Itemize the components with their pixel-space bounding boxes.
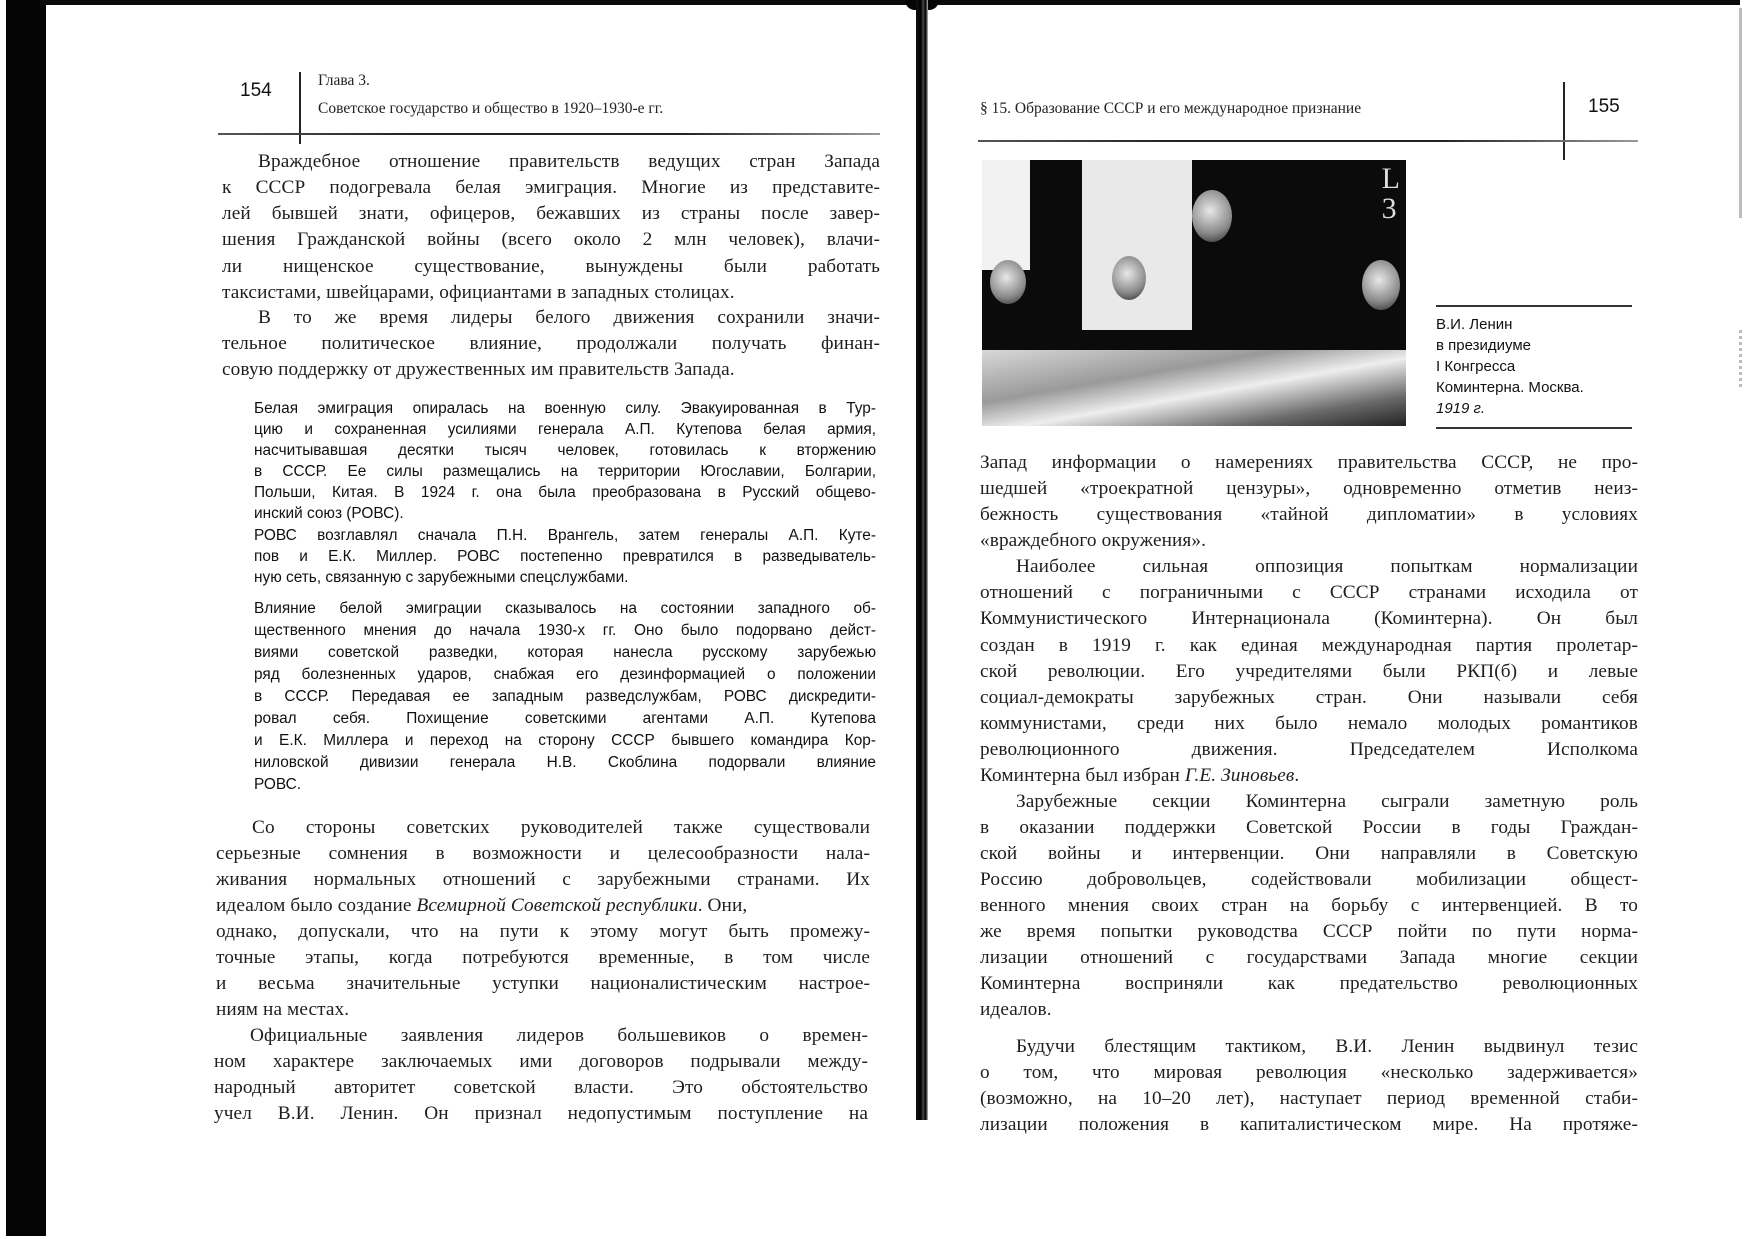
figure-caption: В.И. Ленин в президиуме I Конгресса Коминтерна. Москва. 1919 г. — [1436, 316, 1584, 417]
caption-rule-top — [1436, 305, 1632, 307]
book-spine — [916, 0, 928, 1120]
header-rule — [218, 133, 880, 135]
page-number: 154 — [240, 80, 272, 101]
header-divider — [1563, 82, 1565, 160]
photo-lenin-presidium: L 3 — [982, 160, 1406, 426]
page-number: 155 — [1588, 96, 1620, 117]
scan-edge-right — [1739, 8, 1742, 218]
running-head-title: § 15. Образование СССР и его международное признание — [980, 100, 1362, 117]
running-head-title: Советское государство и общество в 1920–1930-е гг. — [318, 100, 664, 117]
header-rule — [978, 140, 1638, 142]
scan-edge-top — [40, 0, 1740, 5]
emphasis: Г.Е. Зиновьев — [1184, 765, 1295, 786]
caption-rule-bottom — [1436, 427, 1632, 429]
emphasis: Всемирной Советской республики — [416, 895, 698, 916]
scan-edge-right-dashed — [1739, 330, 1742, 390]
running-head-chapter: Глава 3. — [318, 72, 370, 89]
scan-edge-left — [6, 0, 46, 1236]
